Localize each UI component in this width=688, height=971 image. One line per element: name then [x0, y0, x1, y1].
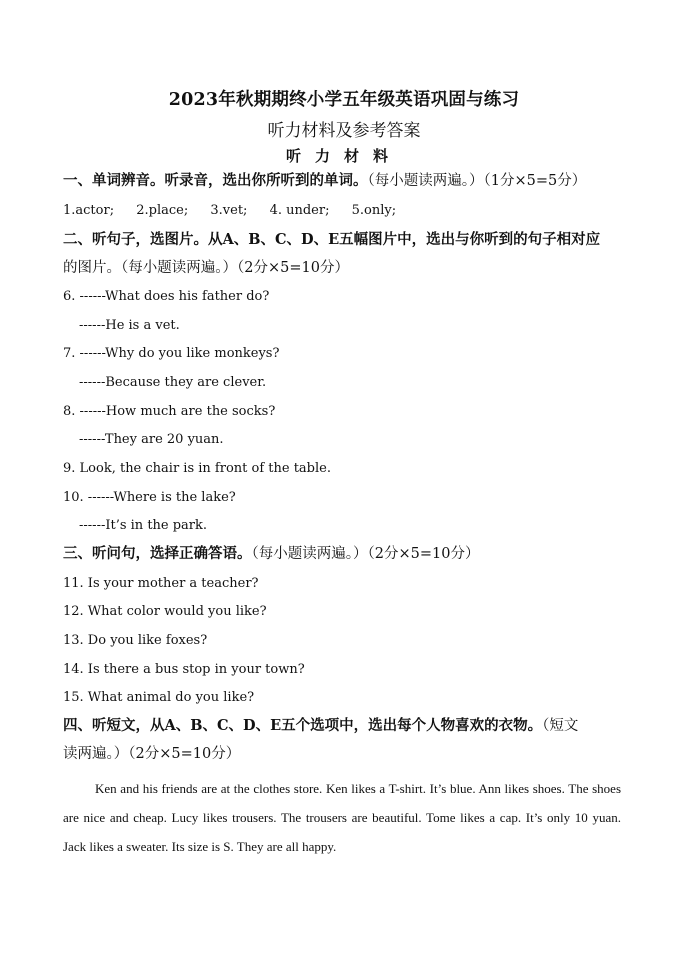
- document-subtitle: 听力材料及参考答案: [267, 121, 421, 141]
- word-3: 3.vet;: [210, 203, 248, 218]
- section-3-title-rest: （每小题读两遍。）（2分×5=10分）: [251, 546, 480, 562]
- section-1-title: [63, 172, 633, 190]
- section-2-title-bold: 二、听句子，选图片。从A、B、C、D、E五幅图片中，选出与你听到的句子相对应: [63, 231, 601, 248]
- section-1-words: [63, 202, 633, 220]
- section-4-title: [63, 717, 633, 735]
- list-item: ------He is a vet.: [79, 318, 180, 333]
- word-2: 2.place;: [136, 203, 189, 218]
- list-item: 14. Is there a bus stop in your town?: [63, 662, 305, 677]
- section-2-title: [63, 231, 633, 249]
- list-item: 15. What animal do you like?: [63, 690, 255, 705]
- section-1-title-bold: 一、单词辨音。听录音，选出你所听到的单词。: [63, 172, 368, 189]
- word-5: 5.only;: [351, 203, 397, 218]
- list-item: ------It’s in the park.: [79, 518, 208, 533]
- document-title: 2023年秋期期终小学五年级英语巩固与练习: [168, 90, 520, 110]
- section-2-title-line2: 的图片。（每小题读两遍。）（2分×5=10分）: [63, 260, 349, 276]
- list-item: ------Because they are clever.: [79, 375, 267, 390]
- section-1-title-rest: （每小题读两遍。）（1分×5=5分）: [367, 173, 587, 189]
- section-3-title: [63, 545, 633, 563]
- list-item: 11. Is your mother a teacher?: [63, 576, 259, 591]
- list-item: 6. ------What does his father do?: [63, 289, 270, 304]
- list-item: 10. ------Where is the lake?: [63, 490, 236, 505]
- section-4-title-line2: 读两遍。）（2分×5=10分）: [63, 746, 241, 762]
- section-3-title-bold: 三、听问句，选择正确答语。: [63, 545, 252, 562]
- list-item: 9. Look, the chair is in front of the table.: [63, 461, 331, 476]
- list-item: 8. ------How much are the socks?: [63, 404, 276, 419]
- section-heading: 听力材料: [285, 147, 402, 165]
- list-item: 12. What color would you like?: [63, 604, 267, 619]
- word-4: 4. under;: [269, 203, 330, 218]
- list-item: ------They are 20 yuan.: [79, 432, 224, 447]
- section-4-title-bold: 四、听短文，从A、B、C、D、E五个选项中，选出每个人物喜欢的衣物。: [63, 717, 543, 734]
- section-4-title-rest: （短文: [542, 718, 579, 734]
- listening-passage: Ken and his friends are at the clothes store. Ken likes a T-shirt. It’s blue. Ann likes shoes. The shoes are nice and cheap. Lucy likes trousers. The trousers are beautiful. Tome likes a cap. It’s only 10 yuan. Jack likes a sweater. Its size is S. They are all happy.: [63, 781, 621, 854]
- word-1: 1.actor;: [63, 203, 115, 218]
- list-item: 7. ------Why do you like monkeys?: [63, 346, 280, 361]
- list-item: 13. Do you like foxes?: [63, 633, 208, 648]
